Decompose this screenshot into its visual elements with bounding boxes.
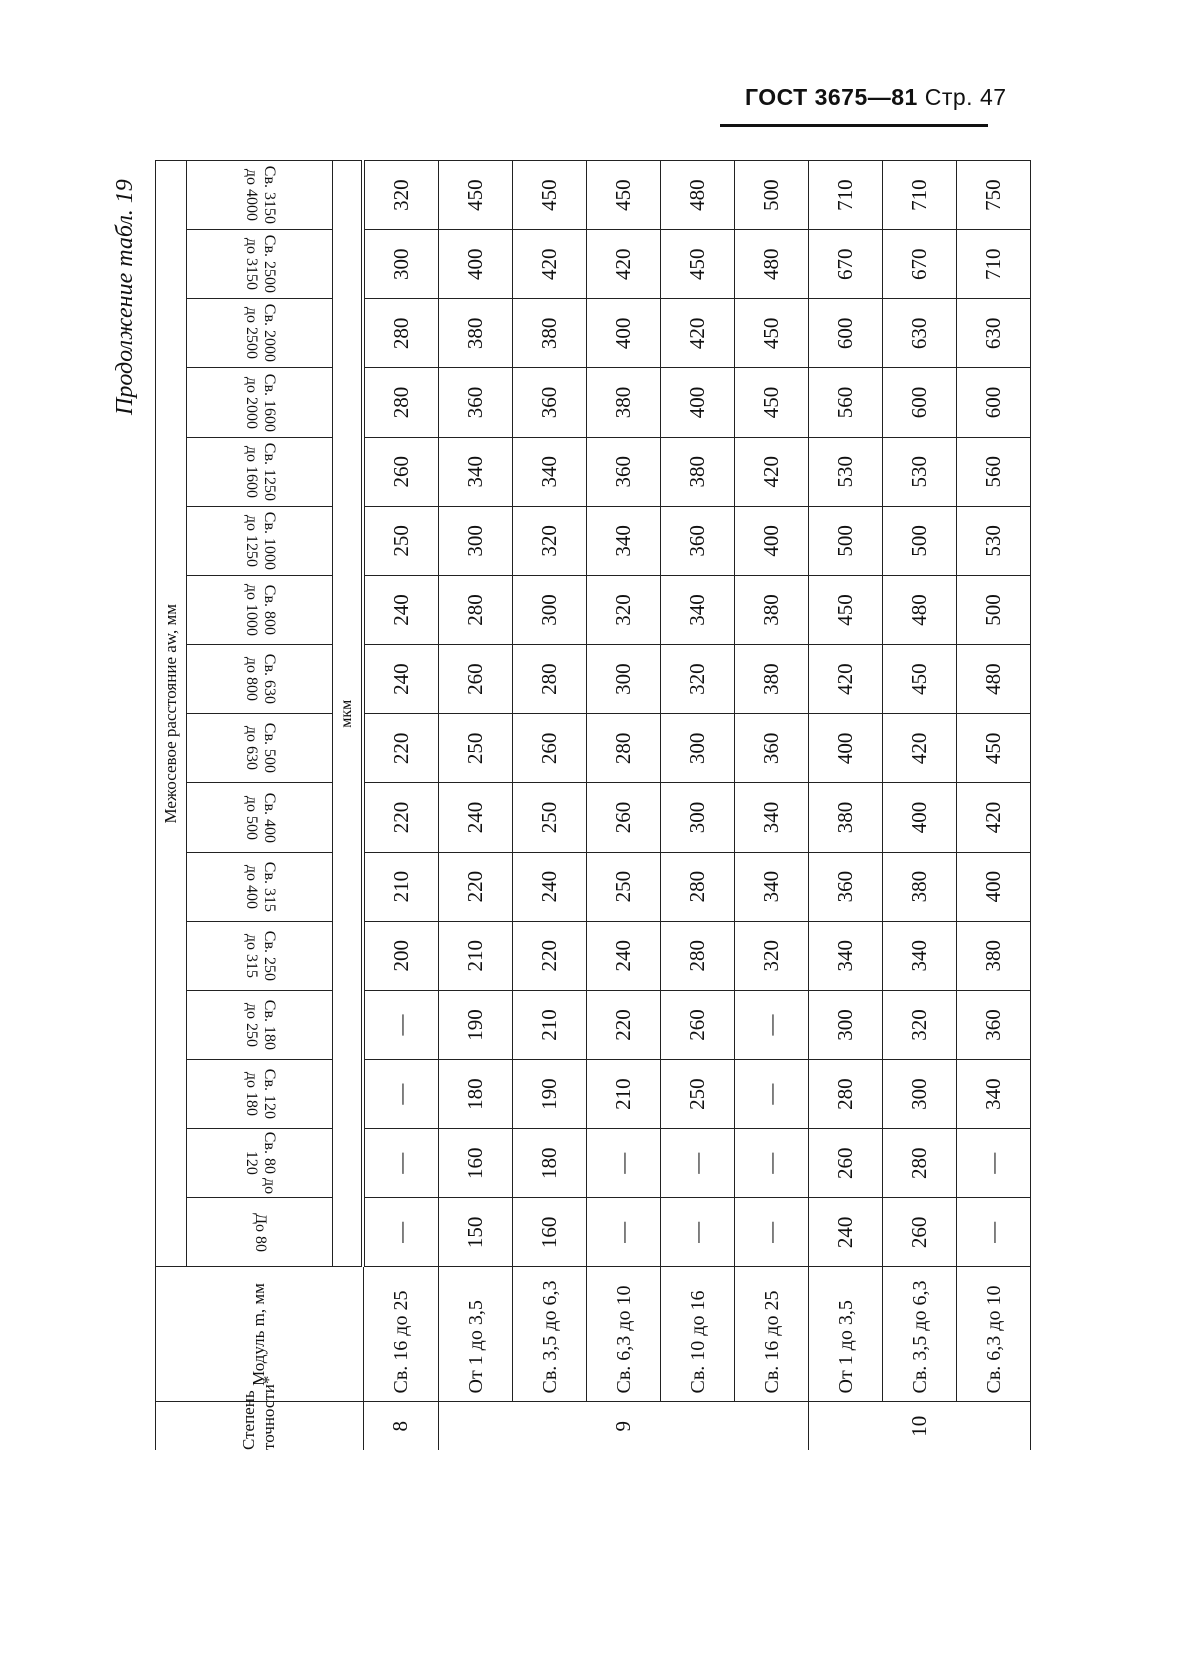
value-cell: 360 xyxy=(809,852,883,921)
value-cell: 340 xyxy=(587,506,661,575)
value-cell: 360 xyxy=(587,437,661,506)
value-cell: 260 xyxy=(439,645,513,714)
value-cell: 380 xyxy=(957,921,1031,990)
value-cell: 500 xyxy=(957,575,1031,644)
value-cell: 450 xyxy=(809,575,883,644)
value-cell: 280 xyxy=(363,299,439,368)
table-row xyxy=(883,161,957,1451)
value-cell: 260 xyxy=(363,437,439,506)
value-cell: 710 xyxy=(883,161,957,230)
value-cell: 320 xyxy=(883,990,957,1059)
value-cell: 250 xyxy=(587,852,661,921)
value-cell: 280 xyxy=(513,645,587,714)
value-cell: 340 xyxy=(735,852,809,921)
module-cell: Св. 10 до 16 xyxy=(661,1267,735,1402)
value-cell: 250 xyxy=(513,783,587,852)
value-cell: — xyxy=(735,990,809,1059)
range-label: Св. 180 до 250 xyxy=(242,999,278,1051)
range-label: Св. 400 до 500 xyxy=(242,792,278,843)
value-cell: 320 xyxy=(513,506,587,575)
value-cell: 260 xyxy=(661,990,735,1059)
value-cell: — xyxy=(735,1198,809,1267)
range-label: Св. 250 до 315 xyxy=(242,930,278,981)
value-cell: 250 xyxy=(439,714,513,783)
table-row xyxy=(513,161,587,1451)
value-cell: 260 xyxy=(587,783,661,852)
value-cell: 710 xyxy=(809,161,883,230)
value-cell: 190 xyxy=(513,1060,587,1129)
value-cell: 240 xyxy=(439,783,513,852)
degree-cell: 10 xyxy=(809,1402,1031,1450)
header-range xyxy=(187,437,333,506)
value-cell: 280 xyxy=(809,1060,883,1129)
value-cell: 340 xyxy=(513,437,587,506)
value-cell: 480 xyxy=(883,575,957,644)
header-range xyxy=(187,368,333,437)
header-range xyxy=(187,921,333,990)
value-cell: 210 xyxy=(439,921,513,990)
range-label: Св. 500 до 630 xyxy=(242,723,278,774)
table-continuation-caption: Продолжение табл. 19 xyxy=(112,179,138,415)
range-label: Св. 315 до 400 xyxy=(242,861,278,912)
value-cell: 360 xyxy=(735,714,809,783)
value-cell: 340 xyxy=(809,921,883,990)
degree-cell: 8 xyxy=(363,1402,439,1450)
value-cell: 450 xyxy=(735,368,809,437)
value-cell: 380 xyxy=(883,852,957,921)
value-cell: 480 xyxy=(661,161,735,230)
value-cell: 280 xyxy=(587,714,661,783)
value-cell: 500 xyxy=(735,161,809,230)
value-cell: 420 xyxy=(661,299,735,368)
header-range xyxy=(187,852,333,921)
range-label: Св. 1250 до 1600 xyxy=(242,442,278,501)
value-cell: — xyxy=(587,1129,661,1198)
value-cell: 630 xyxy=(957,299,1031,368)
value-cell: 500 xyxy=(883,506,957,575)
value-cell: 160 xyxy=(439,1129,513,1198)
header-range xyxy=(187,783,333,852)
value-cell: — xyxy=(735,1060,809,1129)
module-cell: От 1 до 3,5 xyxy=(809,1267,883,1402)
header-range xyxy=(187,506,333,575)
value-cell: 220 xyxy=(363,783,439,852)
range-label: Св. 80 до 120 xyxy=(242,1132,278,1195)
value-cell: 340 xyxy=(661,575,735,644)
range-label: Св. 120 до 180 xyxy=(242,1068,278,1120)
value-cell: 360 xyxy=(957,990,1031,1059)
range-label: До 80 xyxy=(251,1212,269,1252)
header-range xyxy=(187,1060,333,1129)
value-cell: 250 xyxy=(661,1060,735,1129)
value-cell: 380 xyxy=(513,299,587,368)
module-cell: Св. 16 до 25 xyxy=(735,1267,809,1402)
value-cell: 380 xyxy=(587,368,661,437)
value-cell: 380 xyxy=(735,575,809,644)
value-cell: 420 xyxy=(883,714,957,783)
value-cell: 340 xyxy=(957,1060,1031,1129)
value-cell: 300 xyxy=(661,714,735,783)
value-cell: 500 xyxy=(809,506,883,575)
table-row xyxy=(735,161,809,1451)
range-label: Св. 630 до 800 xyxy=(242,654,278,705)
value-cell: 560 xyxy=(957,437,1031,506)
degree-cell: 9 xyxy=(439,1402,809,1450)
module-cell: Св. 16 до 25 xyxy=(363,1267,439,1402)
module-cell: Св. 6,3 до 10 xyxy=(587,1267,661,1402)
value-cell: 600 xyxy=(809,299,883,368)
value-cell: 380 xyxy=(735,645,809,714)
value-cell: 480 xyxy=(735,230,809,299)
value-cell: 400 xyxy=(809,714,883,783)
value-cell: 220 xyxy=(587,990,661,1059)
value-cell: 210 xyxy=(363,852,439,921)
value-cell: — xyxy=(363,1060,439,1129)
value-cell: — xyxy=(661,1198,735,1267)
value-cell: — xyxy=(957,1129,1031,1198)
value-cell: 340 xyxy=(439,437,513,506)
tolerance-table-rotated xyxy=(155,160,1020,1450)
value-cell: 240 xyxy=(587,921,661,990)
value-cell: 450 xyxy=(513,161,587,230)
value-cell: 220 xyxy=(363,714,439,783)
header-range xyxy=(187,1198,333,1267)
module-cell: Св. 3,5 до 6,3 xyxy=(513,1267,587,1402)
value-cell: 300 xyxy=(363,230,439,299)
header-range xyxy=(187,990,333,1059)
value-cell: 450 xyxy=(735,299,809,368)
value-cell: — xyxy=(363,1198,439,1267)
value-cell: 380 xyxy=(661,437,735,506)
value-cell: 380 xyxy=(439,299,513,368)
value-cell: 400 xyxy=(883,783,957,852)
range-label: Св. 1000 до 1250 xyxy=(242,511,278,570)
table-row xyxy=(439,161,513,1451)
header-range xyxy=(187,230,333,299)
value-cell: 560 xyxy=(809,368,883,437)
page-number: Стр. 47 xyxy=(924,84,1007,110)
value-cell: 300 xyxy=(513,575,587,644)
table-row xyxy=(957,161,1031,1451)
value-cell: 250 xyxy=(363,506,439,575)
module-cell: От 1 до 3,5 xyxy=(439,1267,513,1402)
header-range xyxy=(187,1129,333,1198)
page-header xyxy=(745,84,1007,111)
value-cell: 320 xyxy=(363,161,439,230)
header-unit: мкм xyxy=(333,161,364,1268)
value-cell: — xyxy=(363,1129,439,1198)
table-row xyxy=(587,161,661,1451)
tolerance-table xyxy=(155,160,1031,1450)
range-label: Св. 2500 до 3150 xyxy=(242,235,278,294)
value-cell: 420 xyxy=(735,437,809,506)
value-cell: 340 xyxy=(883,921,957,990)
value-cell: 160 xyxy=(513,1198,587,1267)
value-cell: 180 xyxy=(513,1129,587,1198)
value-cell: 320 xyxy=(587,575,661,644)
value-cell: 210 xyxy=(513,990,587,1059)
table-row xyxy=(809,161,883,1451)
value-cell: 200 xyxy=(363,921,439,990)
value-cell: 400 xyxy=(439,230,513,299)
value-cell: 710 xyxy=(957,230,1031,299)
range-label: Св. 800 до 1000 xyxy=(242,583,278,637)
value-cell: 400 xyxy=(957,852,1031,921)
value-cell: — xyxy=(363,990,439,1059)
value-cell: 360 xyxy=(661,506,735,575)
value-cell: 360 xyxy=(439,368,513,437)
value-cell: 600 xyxy=(957,368,1031,437)
table-row xyxy=(661,161,735,1451)
value-cell: 260 xyxy=(513,714,587,783)
value-cell: 600 xyxy=(883,368,957,437)
value-cell: 750 xyxy=(957,161,1031,230)
value-cell: 340 xyxy=(735,783,809,852)
value-cell: 260 xyxy=(809,1129,883,1198)
value-cell: 670 xyxy=(883,230,957,299)
value-cell: 220 xyxy=(513,921,587,990)
value-cell: 150 xyxy=(439,1198,513,1267)
value-cell: 240 xyxy=(809,1198,883,1267)
value-cell: 320 xyxy=(735,921,809,990)
value-cell: 210 xyxy=(587,1060,661,1129)
value-cell: 300 xyxy=(439,506,513,575)
value-cell: 450 xyxy=(957,714,1031,783)
value-cell: 530 xyxy=(957,506,1031,575)
value-cell: — xyxy=(661,1129,735,1198)
value-cell: 420 xyxy=(809,645,883,714)
standard-number: ГОСТ 3675—81 xyxy=(745,84,918,110)
value-cell: 240 xyxy=(363,575,439,644)
module-cell: Св. 3,5 до 6,3 xyxy=(883,1267,957,1402)
value-cell: 300 xyxy=(587,645,661,714)
value-cell: 280 xyxy=(439,575,513,644)
header-degree: Степень точности* xyxy=(156,1402,364,1450)
module-cell: Св. 6,3 до 10 xyxy=(957,1267,1031,1402)
value-cell: 220 xyxy=(439,852,513,921)
value-cell: 280 xyxy=(661,852,735,921)
value-cell: 450 xyxy=(587,161,661,230)
value-cell: 480 xyxy=(957,645,1031,714)
value-cell: 300 xyxy=(809,990,883,1059)
value-cell: 450 xyxy=(883,645,957,714)
value-cell: 300 xyxy=(661,783,735,852)
header-range xyxy=(187,161,333,230)
value-cell: — xyxy=(957,1198,1031,1267)
value-cell: 240 xyxy=(513,852,587,921)
header-range xyxy=(187,645,333,714)
value-cell: 260 xyxy=(883,1198,957,1267)
range-label: Св. 2000 до 2500 xyxy=(242,304,278,363)
value-cell: 280 xyxy=(883,1129,957,1198)
header-module: Модуль m, мм xyxy=(156,1267,364,1402)
value-cell: 180 xyxy=(439,1060,513,1129)
value-cell: 630 xyxy=(883,299,957,368)
value-cell: 400 xyxy=(661,368,735,437)
value-cell: 240 xyxy=(363,645,439,714)
value-cell: 190 xyxy=(439,990,513,1059)
table-row xyxy=(363,161,439,1451)
value-cell: 530 xyxy=(809,437,883,506)
value-cell: 300 xyxy=(883,1060,957,1129)
value-cell: 420 xyxy=(513,230,587,299)
header-rule xyxy=(720,124,988,127)
value-cell: 420 xyxy=(587,230,661,299)
value-cell: 530 xyxy=(883,437,957,506)
range-label: Св. 3150 до 4000 xyxy=(242,165,278,225)
header-center-distance: Межосевое расстояние aw, мм xyxy=(156,161,187,1268)
value-cell: 380 xyxy=(809,783,883,852)
value-cell: 360 xyxy=(513,368,587,437)
value-cell: 400 xyxy=(587,299,661,368)
header-range xyxy=(187,299,333,368)
value-cell: 280 xyxy=(363,368,439,437)
value-cell: 450 xyxy=(439,161,513,230)
value-cell: 420 xyxy=(957,783,1031,852)
value-cell: 400 xyxy=(735,506,809,575)
value-cell: — xyxy=(735,1129,809,1198)
value-cell: 280 xyxy=(661,921,735,990)
header-range xyxy=(187,714,333,783)
value-cell: — xyxy=(587,1198,661,1267)
range-label: Св. 1600 до 2000 xyxy=(242,373,278,432)
value-cell: 450 xyxy=(661,230,735,299)
value-cell: 320 xyxy=(661,645,735,714)
header-range xyxy=(187,575,333,644)
value-cell: 670 xyxy=(809,230,883,299)
